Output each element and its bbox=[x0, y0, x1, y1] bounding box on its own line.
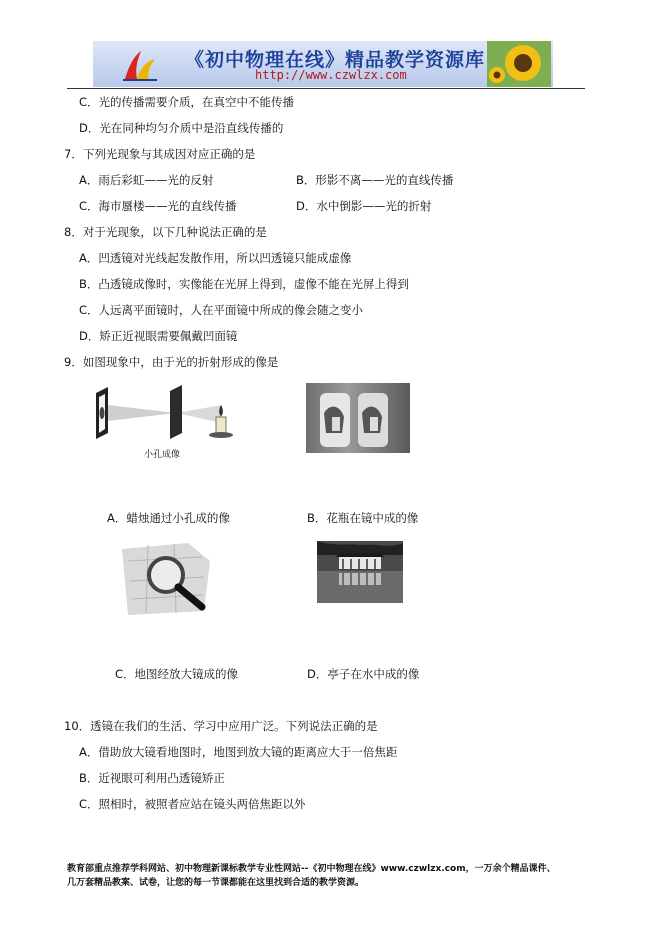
pinhole-caption: 小孔成像 bbox=[144, 450, 181, 460]
q8-stem: 8．对于光现象，以下几种说法正确的是 bbox=[64, 225, 267, 239]
q10-option-a: A．借助放大镜看地图时，地图到放大镜的距离应大于一倍焦距 bbox=[79, 745, 398, 759]
q8-option-a: A．凹透镜对光线起发散作用，所以凹透镜只能成虚像 bbox=[79, 251, 352, 265]
q7-option-a: A．雨后彩虹——光的反射 bbox=[79, 173, 214, 187]
q9-option-c: C．地图经放大镜成的像 bbox=[115, 667, 239, 681]
q9-stem: 9．如图现象中，由于光的折射形成的像是 bbox=[64, 355, 279, 369]
vase-icon bbox=[306, 383, 410, 453]
q7-stem: 7．下列光现象与其成因对应正确的是 bbox=[64, 147, 256, 161]
header-banner bbox=[93, 41, 553, 87]
q6-option-d: D．光在同种均匀介质中是沿直线传播的 bbox=[79, 121, 284, 135]
banner-url[interactable]: http://www.czwlzx.com bbox=[255, 68, 407, 82]
footer-line-1: 教育部重点推荐学科网站、初中物理新课标教学专业性网站--《初中物理在线》www.czwlzx.com，一万余个精品课件、 bbox=[67, 864, 556, 874]
pavilion-water-photo bbox=[317, 541, 403, 603]
footer-line-2: 几万套精品教案、试卷，让您的每一节课都能在这里找到合适的教学资源。 bbox=[67, 878, 365, 888]
site-logo-icon bbox=[119, 45, 161, 83]
q10-option-c: C．照相时，被照者应站在镜头两倍焦距以外 bbox=[79, 797, 306, 811]
header-rule bbox=[67, 88, 585, 89]
pinhole-figure bbox=[90, 383, 242, 463]
q9-option-d: D．亭子在水中成的像 bbox=[307, 667, 420, 681]
sunflower-icon bbox=[487, 41, 551, 87]
q7-option-c: C．海市蜃楼——光的直线传播 bbox=[79, 199, 237, 213]
magnifier-icon bbox=[118, 541, 214, 617]
q9-option-b: B．花瓶在镜中成的像 bbox=[307, 511, 419, 525]
banner-title: 《初中物理在线》精品教学资源库 bbox=[185, 49, 486, 71]
q7-option-b: B．形影不离——光的直线传播 bbox=[296, 173, 454, 187]
q6-option-c: C．光的传播需要介质，在真空中不能传播 bbox=[79, 95, 295, 109]
q10-option-b: B．近视眼可利用凸透镜矫正 bbox=[79, 771, 225, 785]
pinhole-diagram-icon bbox=[90, 383, 242, 443]
pavilion-icon bbox=[317, 541, 403, 603]
q10-stem: 10．透镜在我们的生活、学习中应用广泛。下列说法正确的是 bbox=[64, 719, 378, 733]
q8-option-b: B．凸透镜成像时，实像能在光屏上得到，虚像不能在光屏上得到 bbox=[79, 277, 409, 291]
q7-option-d: D．水中倒影——光的折射 bbox=[296, 199, 432, 213]
q8-option-c: C．人远离平面镜时，人在平面镜中所成的像会随之变小 bbox=[79, 303, 364, 317]
q8-option-d: D．矫正近视眼需要佩戴凹面镜 bbox=[79, 329, 238, 343]
magnifier-map-photo bbox=[118, 541, 214, 617]
q9-option-a: A．蜡烛通过小孔成的像 bbox=[107, 511, 230, 525]
vase-mirror-photo bbox=[306, 383, 410, 453]
